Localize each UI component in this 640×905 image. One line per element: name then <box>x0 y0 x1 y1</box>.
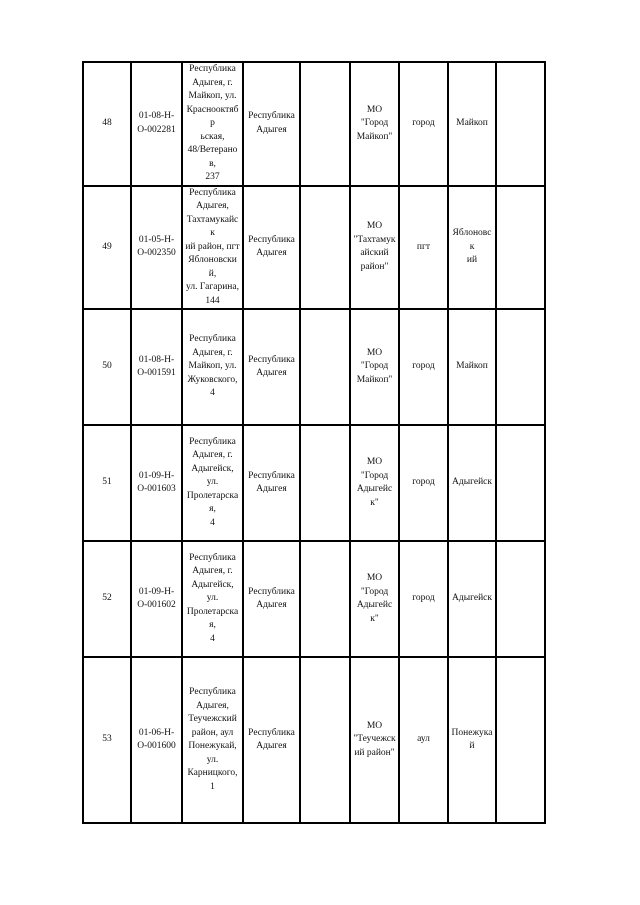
extra-cell <box>496 309 545 425</box>
municipality-cell: МО "Город Майкоп" <box>350 309 399 425</box>
row-number-cell: 49 <box>83 186 131 310</box>
object-code-cell: 01-09-Н- О-001602 <box>131 541 182 657</box>
address-cell: Республика Адыгея, Теучежский район, аул Понежукай, ул. Карницкого, 1 <box>182 657 243 823</box>
extra-cell <box>496 62 545 186</box>
settlement-type-cell: город <box>399 425 448 541</box>
settlement-cell: Майкоп <box>448 62 496 186</box>
settlement-type-cell: город <box>399 62 448 186</box>
region-cell: Республика Адыгея <box>243 541 300 657</box>
address-cell: Республика Адыгея, г. Майкоп, ул. Жуковского, 4 <box>182 309 243 425</box>
settlement-cell: Адыгейск <box>448 425 496 541</box>
extra-cell <box>496 657 545 823</box>
empty-cell <box>300 657 350 823</box>
object-code-cell: 01-05-Н- О-002350 <box>131 186 182 310</box>
region-cell: Республика Адыгея <box>243 425 300 541</box>
municipality-cell: МО "Теучежск ий район" <box>350 657 399 823</box>
row-number-cell: 50 <box>83 309 131 425</box>
object-code-cell: 01-08-Н- О-002281 <box>131 62 182 186</box>
settlement-type-cell: город <box>399 309 448 425</box>
object-code-cell: 01-09-Н- О-001603 <box>131 425 182 541</box>
row-number-cell: 52 <box>83 541 131 657</box>
settlement-type-cell: пгт <box>399 186 448 310</box>
municipality-cell: МО "Тахтамук айский район" <box>350 186 399 310</box>
settlement-cell: Майкоп <box>448 309 496 425</box>
empty-cell <box>300 309 350 425</box>
address-cell: Республика Адыгея, г. Адыгейск, ул. Пролетарская, 4 <box>182 425 243 541</box>
empty-cell <box>300 541 350 657</box>
registry-table <box>82 61 546 824</box>
settlement-type-cell: аул <box>399 657 448 823</box>
municipality-cell: МО "Город Майкоп" <box>350 62 399 186</box>
empty-cell <box>300 186 350 310</box>
table-row <box>83 425 545 541</box>
extra-cell <box>496 425 545 541</box>
settlement-cell: Адыгейск <box>448 541 496 657</box>
region-cell: Республика Адыгея <box>243 309 300 425</box>
region-cell: Республика Адыгея <box>243 657 300 823</box>
object-code-cell: 01-06-Н- О-001600 <box>131 657 182 823</box>
row-number-cell: 48 <box>83 62 131 186</box>
extra-cell <box>496 186 545 310</box>
municipality-cell: МО "Город Адыгейск" <box>350 541 399 657</box>
row-number-cell: 51 <box>83 425 131 541</box>
table-row <box>83 541 545 657</box>
table-row <box>83 309 545 425</box>
municipality-cell: МО "Город Адыгейск" <box>350 425 399 541</box>
address-cell: Республика Адыгея, г. Адыгейск, ул. Пролетарская, 4 <box>182 541 243 657</box>
table-row <box>83 186 545 310</box>
empty-cell <box>300 425 350 541</box>
extra-cell <box>496 541 545 657</box>
settlement-cell: Яблоновск ий <box>448 186 496 310</box>
address-cell: Республика Адыгея, г. Майкоп, ул. Краснооктябр ьская, 48/Ветеранов, 237 <box>182 62 243 186</box>
empty-cell <box>300 62 350 186</box>
object-code-cell: 01-08-Н- О-001591 <box>131 309 182 425</box>
region-cell: Республика Адыгея <box>243 186 300 310</box>
settlement-cell: Понежука й <box>448 657 496 823</box>
table-row <box>83 62 545 186</box>
address-cell: Республика Адыгея, Тахтамукайск ий район, пгт Яблоновский, ул. Гагарина, 144 <box>182 186 243 310</box>
row-number-cell: 53 <box>83 657 131 823</box>
settlement-type-cell: город <box>399 541 448 657</box>
region-cell: Республика Адыгея <box>243 62 300 186</box>
table-row <box>83 657 545 823</box>
